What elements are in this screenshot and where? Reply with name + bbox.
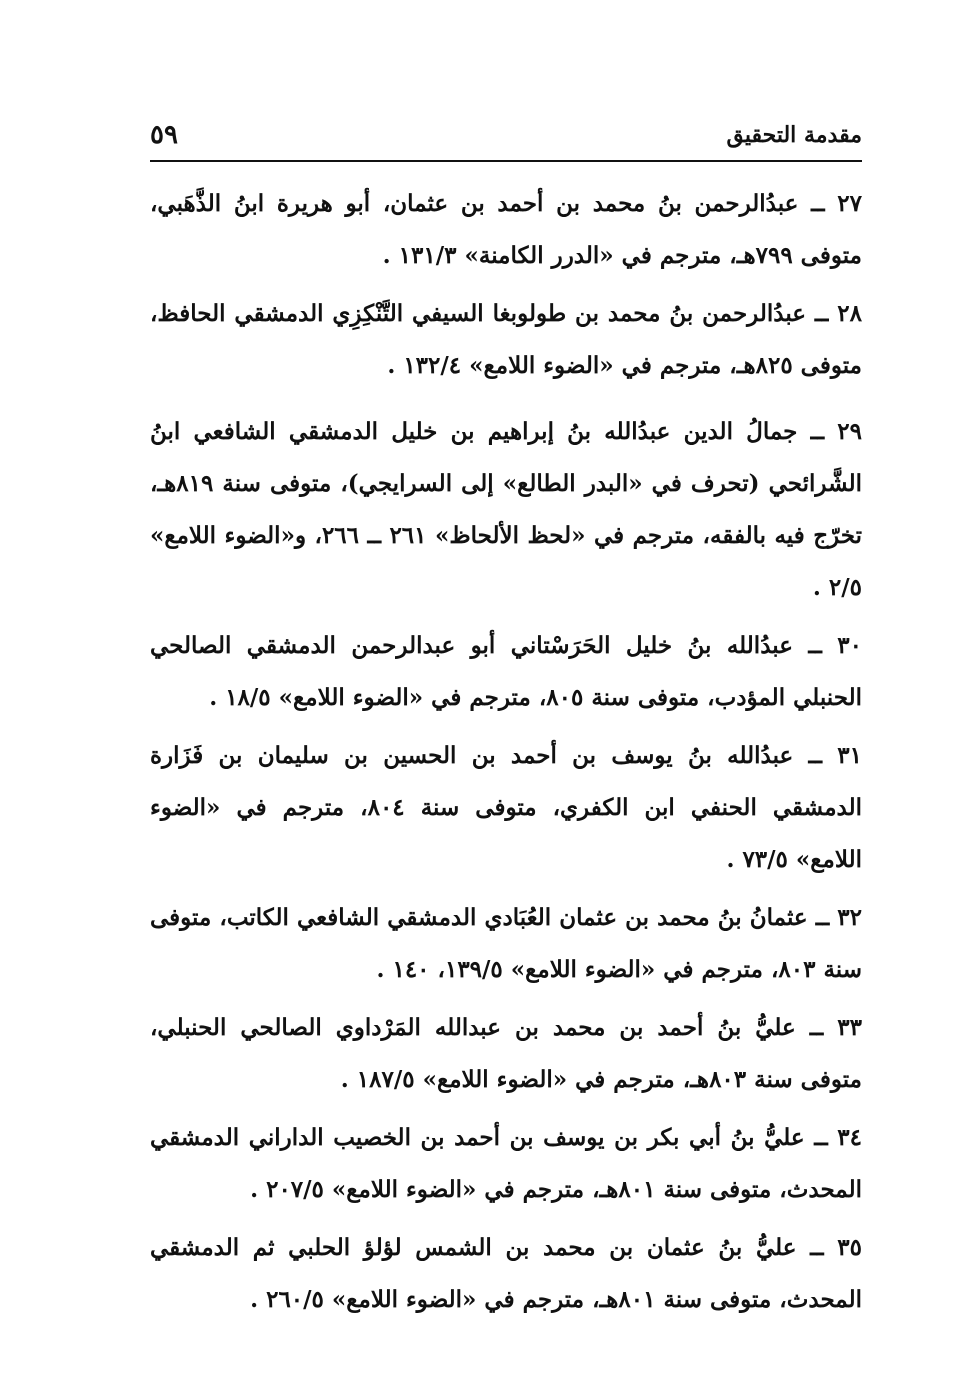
biography-entry-32: ٣٢ ــ عثمانُ بنُ محمد بن عثمان العُبَادي الدمشقي الشافعي الكاتب، متوفى سنة ٨٠٣، مترجم في «الضوء اللامع» ١٣٩/٥، ١٤٠ .	[150, 904, 862, 983]
biography-entry-31: ٣١ ــ عبدُالله بنُ يوسف بن أحمد بن الحسين بن سليمان بن فَزَارة الدمشقي الحنفي ابن الكفري، متوفى سنة ٨٠٤، مترجم في «الضوء اللامع» ٧٣/٥ .	[150, 742, 862, 873]
biography-entry-34: ٣٤ ــ عليُّ بنُ أبي بكر بن يوسف بن أحمد بن الخصيب الداراني الدمشقي المحدث، متوفى سنة ٨٠١هـ، مترجم في «الضوء اللامع» ٢٠٧/٥ .	[150, 1124, 862, 1203]
page-number: ٥٩	[150, 120, 178, 150]
biography-entry-33: ٣٣ ــ عليُّ بنُ أحمد بن محمد بن عبدالله المَرْداوي الصالحي الحنبلي، متوفى سنة ٨٠٣هـ، مترجم في «الضوء اللامع» ١٨٧/٥ .	[150, 1014, 862, 1093]
running-header	[150, 118, 862, 158]
header-rule	[150, 160, 862, 162]
biography-entry-30: ٣٠ ــ عبدُالله بنُ خليل الحَرَسْتاني أبو عبدالرحمن الدمشقي الصالحي الحنبلي المؤدب، متوفى سنة ٨٠٥، مترجم في «الضوء اللامع» ١٨/٥ .	[150, 632, 862, 711]
biography-entry-28: ٢٨ ــ عبدُالرحمن بنُ محمد بن طولوبغا السيفي التَّنْكِزِي الدمشقي الحافظ، متوفى ٨٢٥هـ، مترجم في «الضوء اللامع» ١٣٢/٤ .	[150, 300, 862, 379]
biography-entry-29: ٢٩ ــ جمالُ الدين عبدُالله بنُ إبراهيم بن خليل الدمشقي الشافعي ابنُ الشَّرائحي (تحرف في «البدر الطالع» إلى السرايجي)، متوفى سنة ٨١٩هـ، تخرّج فيه بالفقه، مترجم في «لحظ الألحاظ» ٢٦١ ــ ٢٦٦، و«الضوء اللامع» ٢/٥ .	[150, 418, 862, 601]
biography-entry-27: ٢٧ ــ عبدُالرحمن بنُ محمد بن أحمد بن عثمان، أبو هريرة ابنُ الذَّهَبي، متوفى ٧٩٩هـ، مترجم في «الدرر الكامنة» ١٣١/٣ .	[150, 190, 862, 269]
section-title: مقدمة التحقيق	[726, 122, 862, 148]
biography-list	[150, 178, 862, 1326]
biography-entry-35: ٣٥ ــ عليُّ بنُ عثمان بن محمد بن الشمس لؤلؤ الحلبي ثم الدمشقي المحدث، متوفى سنة ٨٠١هـ، مترجم في «الضوء اللامع» ٢٦٠/٥ .	[150, 1234, 862, 1313]
